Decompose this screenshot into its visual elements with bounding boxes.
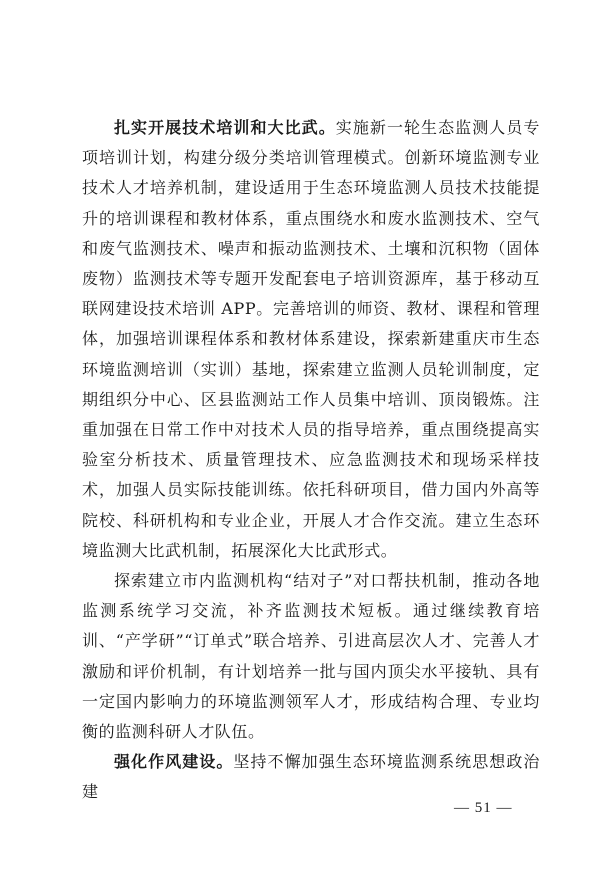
paragraph-text: 坚持不懈加强生态环境监测系统思想政治建: [82, 752, 540, 802]
paragraph-text: 实施新一轮生态监测人员专项培训计划，构建分级分类培训管理模式。创新环境监测专业技术人才培养机制，建设适用于生态环境监测人员技术技能提升的培训课程和教材体系，重点围绕水和废水监测技术、空气和废气监测技术、噪声和振动监测技术、土壤和沉积物（固体废物）监测技术等专题开发配套电子培训资源库，基于移动互联网建设技术培训 APP。完善培训的师资、教材、课程和管理体，加强培训课程体系和教材体系建设，探索新建重庆市生态环境监测培训（实训）基地，探索建立监测人员轮训制度，定期组织分中心、区县监测站工作人员集中培训、顶岗锻炼。注重加强在日常工作中对技术人员的指导培养，重点围绕提高实验室分析技术、质量管理技术、应急监测技术和现场采样技术，加强人员实际技能训练。依托科研项目，借力国内外高等院校、科研机构和专业企业，开展人才合作交流。建立生态环境监测大比武机制，拓展深化大比武形式。: [82, 118, 541, 560]
paragraph-heading: 扎实开展技术培训和大比武。: [114, 118, 336, 137]
page-number: — 51 —: [454, 800, 513, 816]
paragraph-heading: 强化作风建设。: [114, 752, 234, 772]
paragraph-work-style: [82, 747, 540, 807]
paragraph-pairing-assistance: [82, 566, 540, 747]
paragraph-technical-training: [82, 113, 540, 566]
paragraph-text: 探索建立市内监测机构“结对子”对口帮扶机制，推动各地监测系统学习交流，补齐监测技术短板。通过继续教育培训、“产学研”“订单式”联合培养、引进高层次人才、完善人才激励和评价机制，有计划培养一批与国内顶尖水平接轨、具有一定国内影响力的环境监测领军人才，形成结构合理、专业均衡的监测科研人才队伍。: [82, 571, 540, 742]
document-body: [82, 113, 540, 808]
